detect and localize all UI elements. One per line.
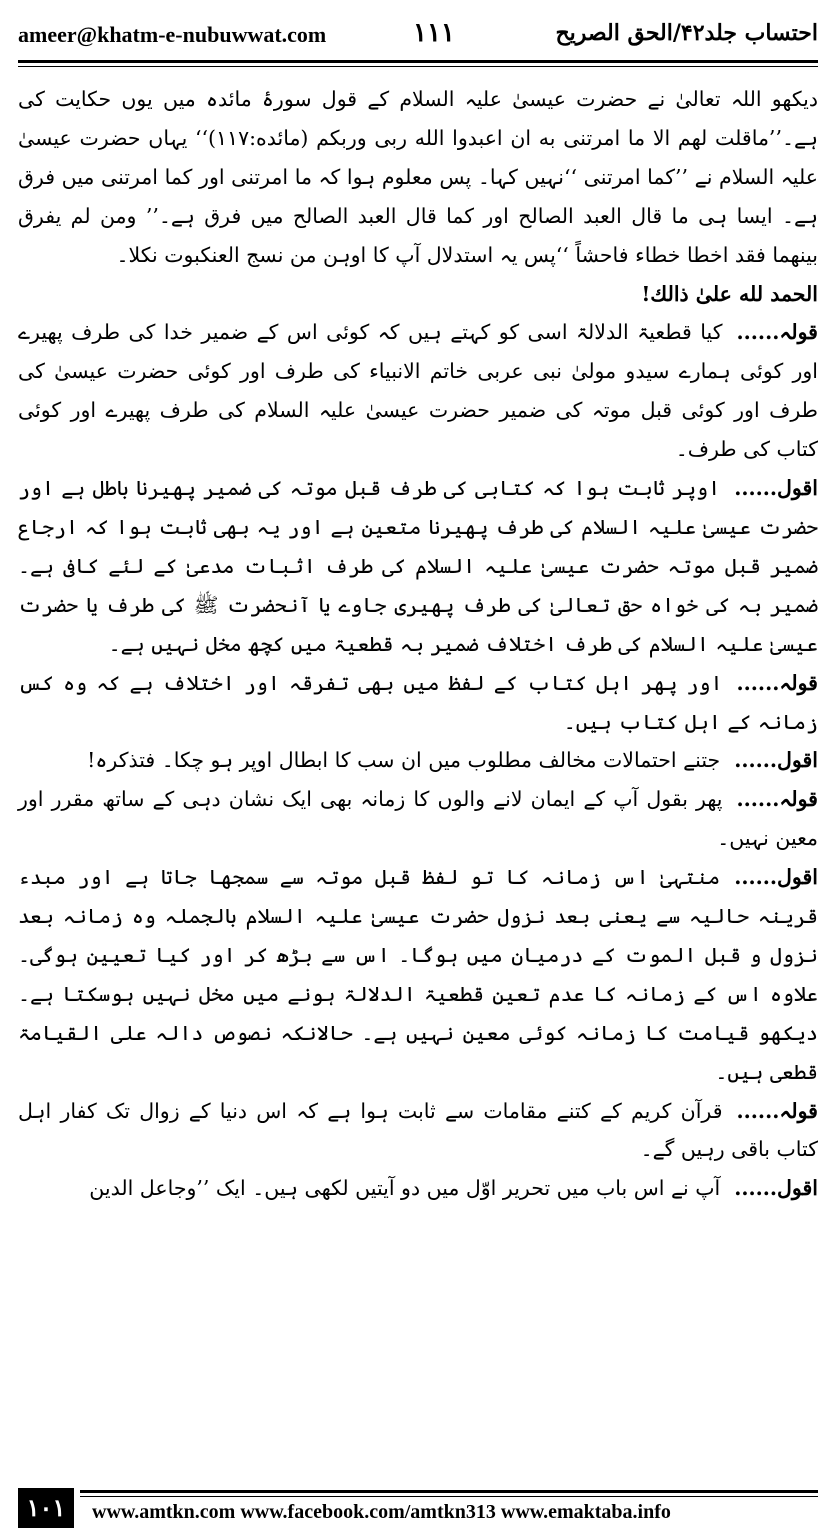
paragraph-qaul-3: قولہ......پھر بقول آپ کے ایمان لانے والوں کا زمانہ بھی ایک نشان دہی کے ساتھ مقرر اور معین نہیں۔: [18, 787, 818, 851]
qaul-label: قولہ......: [736, 1098, 818, 1123]
paragraph-aqool-1: اقول......اوپر ثابت ہوا کہ کتابی کی طرف قبل موتہ کی ضمیر پھیرنا باطل ہے اور حضرت عیسیٰ علیہ السلام کی طرف پھیرنا متعین ہے اور یہ بھی ثابت ہوا کہ ارجاع ضمیر قبل موتہ حضرت عیسیٰ علیہ السلام کی طرف اثبات مدعیٰ کے لئے کافی ہے۔ ضمیر بہ کی خواہ حق تعالیٰ کی طرف پھیری جاوے یا آنحضرت ﷺ کی طرف یا حضرت عیسیٰ علیہ السلام کی طرف اختلاف ضمیر بہ قطعیۃ میں کچھ مخل نہیں ہے۔: [18, 476, 818, 656]
paragraph-qaul-2: قولہ......اور پھر اہل کتاب کے لفظ میں بھی تفرقہ اور اختلاف ہے کہ وہ کس زمانہ کے اہل کتاب ہیں۔: [18, 670, 818, 734]
aqool-label: اقول......: [734, 748, 818, 773]
qaul-label: قولہ......: [736, 787, 818, 812]
header-title: احتساب جلد۴۲/الحق الصریح: [555, 20, 818, 46]
paragraph-intro: دیکھو اللہ تعالیٰ نے حضرت عیسیٰ علیہ السلام کے قول سورۂ مائدہ میں یوں حکایت کی ہے۔’’ماقلت لهم الا ما امرتنى به ان اعبدوا الله ربى وربكم (مائده:۱۱۷)‘‘ یہاں حضرت عیسیٰ علیہ السلام نے ’’کما امرتنی ‘‘نہیں کہا۔ پس معلوم ہوا کہ ما امرتنی اور کما امرتنی میں فرق ہے۔ ایسا ہی ما قال العبد الصالح اور کما قال العبد الصالح میں فرق ہے۔’’ ومن لم يفرق بينهما فقد اخطا خطاء فاحشاً ‘‘پس یہ استدلال آپ کا اوہن من نسج العنکبوت نکلا۔: [18, 87, 818, 267]
page-footer: [18, 1488, 818, 1534]
paragraph-aqool-2: اقول......جتنے احتمالات مخالف مطلوب میں ان سب کا ابطال اوپر ہو چکا۔ فتذکرہ!: [87, 748, 818, 773]
paragraph-hamd: الحمد لله علىٰ ذالك!: [641, 281, 818, 306]
footer-links: www.amtkn.com www.facebook.com/amtkn313 www.emaktaba.info: [92, 1501, 671, 1523]
footer-page-number: ۱۰۱: [18, 1488, 74, 1528]
aqool-label: اقول......: [734, 476, 818, 501]
page-header: [18, 18, 818, 58]
header-page-number: ۱۱۱: [413, 18, 455, 48]
qaul-label: قولہ......: [736, 670, 818, 695]
paragraph-qaul-4: قولہ......قرآن کریم کے کتنے مقامات سے ثابت ہوا ہے کہ اس دنیا کے زوال تک کفار اہل کتاب باقی رہیں گے۔: [18, 1098, 818, 1162]
aqool-label: اقول......: [734, 1176, 818, 1201]
paragraph-aqool-3: اقول......منتہیٰ اس زمانہ کا تو لفظ قبل موتہ سے سمجھا جاتا ہے اور مبدء قرینہ حالیہ سے یعنی بعد نزول حضرت عیسیٰ علیہ السلام بالجملہ وہ زمانہ بعد نزول و قبل الموت کے درمیان میں ہوگا۔ اس سے بڑھ کر اور کیا تعیین ہوگی۔ علاوہ اس کے زمانہ کا عدم تعین قطعیۃ الدلالۃ ہونے میں مخل نہیں ہوسکتا ہے۔ دیکھو قیامت کا زمانہ کوئی معین نہیں ہے۔ حالانکہ نصوص دالہ علی القیامۃ قطعی ہیں۔: [18, 865, 818, 1084]
header-rule: [18, 60, 818, 63]
footer-rule-thin: [80, 1496, 818, 1497]
header-rule-thin: [18, 66, 818, 67]
paragraph-qaul-1: قولہ......کیا قطعیۃ الدلالۃ اسی کو کہتے ہیں کہ کوئی اس کے ضمیر خدا کی طرف پھیرے اور کوئی ہمارے سیدو مولیٰ نبی عربی خاتم الانبیاء کی طرف اور کوئی حضرت عیسیٰ کی طرف اور کوئی قبل موتہ کی ضمیر حضرت عیسیٰ علیہ السلام کی طرف پھیرے اور کوئی کتاب کی طرف۔: [18, 320, 818, 462]
header-email: ameer@khatm-e-nubuwwat.com: [18, 22, 327, 47]
page-body: [18, 80, 818, 1208]
paragraph-aqool-4: اقول......آپ نے اس باب میں تحریر اوّل میں دو آیتیں لکھی ہیں۔ ایک ’’وجاعل الدين: [89, 1176, 818, 1201]
footer-rule: [80, 1490, 818, 1493]
aqool-label: اقول......: [734, 865, 818, 890]
qaul-label: قولہ......: [736, 320, 818, 345]
